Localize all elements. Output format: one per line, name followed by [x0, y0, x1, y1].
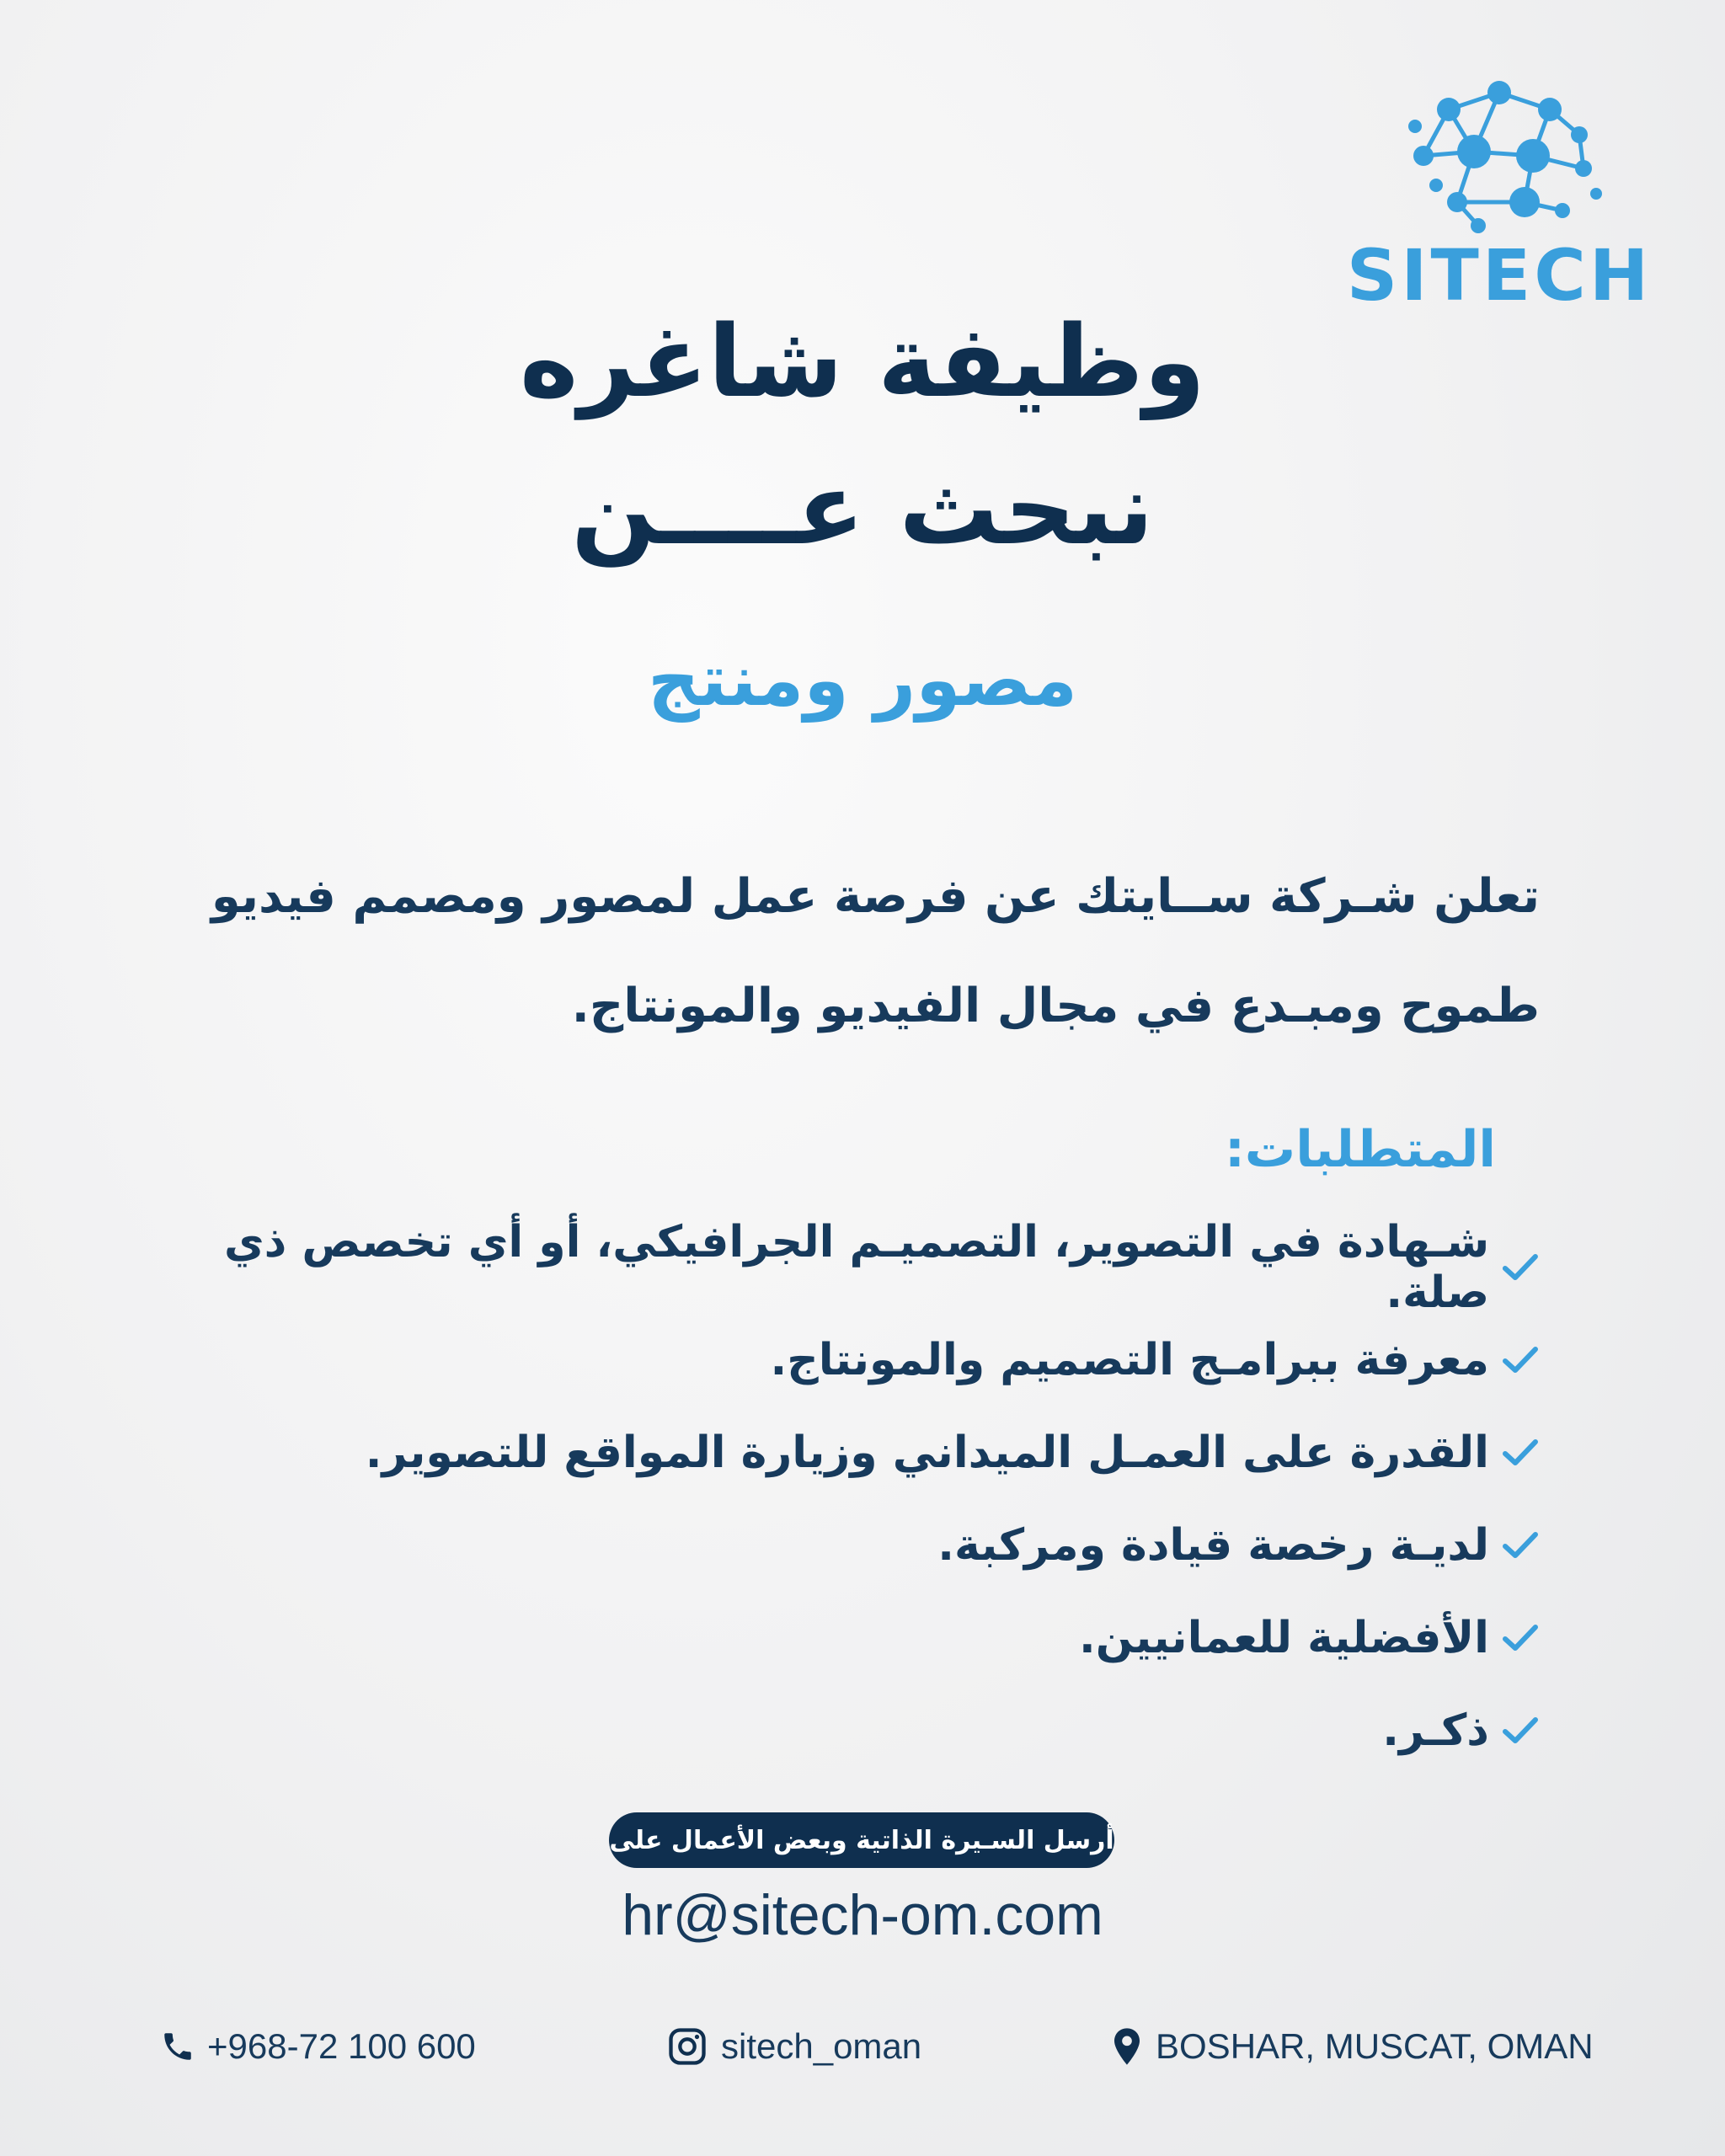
requirement-text: شـهادة في التصوير، التصميـم الجرافيكي، أو أي تخصص ذي صلة. — [223, 1217, 1490, 1318]
check-icon — [1499, 1529, 1541, 1562]
list-item — [109, 1217, 1541, 1318]
job-role: مصور ومنتج — [647, 638, 1078, 723]
requirement-text: القدرة على العمـل الميداني وزيارة المواقع للتصوير. — [365, 1428, 1489, 1478]
check-icon — [1499, 1343, 1541, 1377]
instagram-icon — [665, 2025, 709, 2068]
location-contact — [1110, 2021, 1594, 2072]
intro-line: طموح ومبـدع في مجال الفيديو والمونتاج. — [571, 979, 1540, 1033]
logo-wordmark: SITECH — [1346, 234, 1653, 317]
sitech-logo — [1339, 76, 1659, 320]
check-icon — [1499, 1621, 1541, 1655]
requirement-text: ذكـر. — [1382, 1705, 1489, 1756]
location-text: BOSHAR, MUSCAT, OMAN — [1156, 2026, 1594, 2066]
requirement-text: معرفة ببرامـج التصميم والمونتاج. — [770, 1335, 1489, 1385]
network-globe-icon — [1398, 76, 1609, 236]
page-title: وظيفة شاغره — [519, 303, 1206, 419]
requirement-text: لديـة رخصة قيادة ومركبة. — [937, 1520, 1489, 1571]
phone-contact[interactable] — [160, 2021, 476, 2072]
instagram-handle: sitech_oman — [721, 2026, 922, 2066]
list-item — [109, 1684, 1541, 1777]
instagram-contact[interactable] — [665, 2021, 921, 2072]
cta-badge: أرسل السـيرة الذاتية وبعض الأعمال على — [609, 1812, 1114, 1868]
requirements-heading: المتطلبات: — [1224, 1120, 1496, 1179]
requirements-list — [109, 1217, 1541, 1777]
check-icon — [1499, 1714, 1541, 1748]
list-item — [109, 1406, 1541, 1499]
intro-text — [150, 842, 1540, 1061]
list-item — [109, 1499, 1541, 1592]
requirement-text: الأفضلية للعمانيين. — [1079, 1613, 1489, 1663]
list-item — [109, 1592, 1541, 1684]
phone-icon — [160, 2029, 195, 2064]
intro-line: تعلن شـركة ســايتك عن فرصة عمل لمصور ومصمم فيديو — [211, 869, 1540, 924]
page-subtitle: نبحث عــــن — [571, 451, 1154, 567]
check-icon — [1499, 1251, 1541, 1284]
list-item — [109, 1314, 1541, 1406]
location-pin-icon — [1110, 2026, 1144, 2067]
phone-number: +968-72 100 600 — [207, 2026, 476, 2066]
check-icon — [1499, 1436, 1541, 1470]
email-link[interactable]: hr@sitech-om.com — [622, 1883, 1103, 1947]
